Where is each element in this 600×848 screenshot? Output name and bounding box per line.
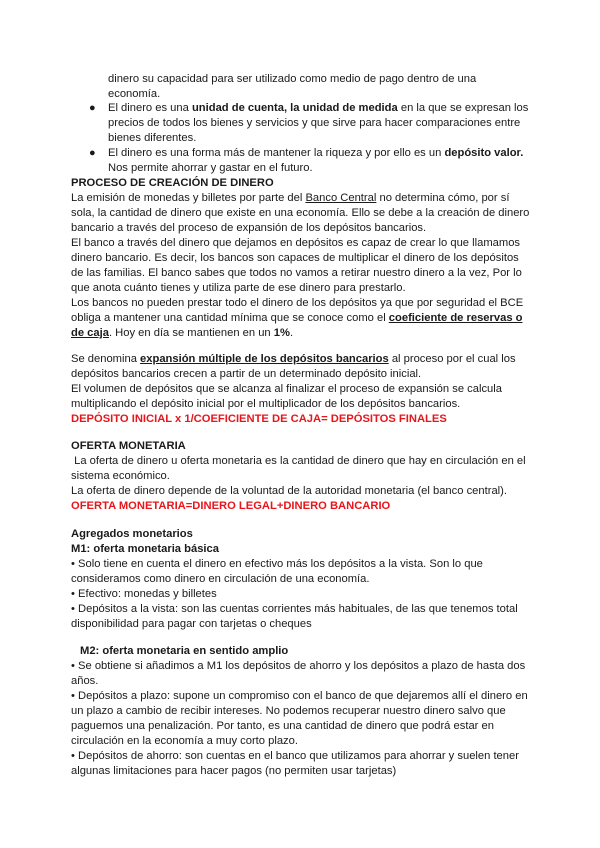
paragraph-line: un plazo a cambio de recibir intereses. No podemos recuperar nuestro dinero salvo que [71, 705, 506, 717]
paragraph-line: precios de todos los bienes y servicios y que sirve para hacer comparaciones entre [108, 117, 521, 129]
paragraph-line: Nos permite ahorrar y gastar en el futuro. [108, 162, 313, 174]
paragraph-line: dinero bancario. Es decir, los bancos son capaces de multiplicar el dinero de los depósitos [71, 252, 519, 264]
paragraph-line: Se denomina expansión múltiple de los depósitos bancarios al proceso por el cual los [71, 353, 516, 365]
paragraph-line: de caja. Hoy en día se mantienen en un 1%. [71, 327, 294, 339]
paragraph-line: sola, la cantidad de dinero que existe en una economía. Ello se debe a la creación de dinero [71, 207, 530, 219]
subheading-m2: M2: oferta monetaria en sentido amplio [80, 645, 289, 657]
list-item: • Depósitos de ahorro: son cuentas en el banco que utilizamos para ahorrar y suelen tener [71, 750, 519, 762]
paragraph-line: circulación en la economía a muy corto plazo. [71, 735, 298, 747]
list-item: • Efectivo: monedas y billetes [71, 588, 217, 600]
paragraph-line: obliga a mantener una cantidad mínima que se conoce como el coeficiente de reservas o [71, 312, 523, 324]
bullet-icon: ● [89, 102, 96, 114]
paragraph-line: multiplicando el depósito inicial por el multiplicador de los depósitos bancarios. [71, 398, 461, 410]
paragraph-line: La oferta de dinero u oferta monetaria es la cantidad de dinero que hay en circulación en el [71, 455, 526, 467]
paragraph-line: dinero su capacidad para ser utilizado como medio de pago dentro de una [108, 73, 477, 85]
bullet-icon: ● [89, 147, 96, 159]
paragraph-line: años. [71, 675, 99, 687]
formula-depositos: DEPÓSITO INICIAL x 1/COEFICIENTE DE CAJA= DEPÓSITOS FINALES [71, 413, 447, 425]
paragraph-line: depósitos bancarios crecen a partir de un determinado depósito inicial. [71, 368, 422, 380]
paragraph-line: El banco a través del dinero que dejamos en depósitos es capaz de crear lo que llamamos [71, 237, 521, 249]
list-item: • Se obtiene si añadimos a M1 los depósitos de ahorro y los depósitos a plazo de hasta dos [71, 660, 526, 672]
paragraph-line: Los bancos no pueden prestar todo el dinero de los depósitos ya que por seguridad el BCE [71, 297, 524, 309]
list-item: • Depósitos a la vista: son las cuentas corrientes más habituales, de las que tenemos total [71, 603, 518, 615]
paragraph-line: bancario a través del proceso de expansión de los depósitos bancarios. [71, 222, 427, 234]
bullet-item-unidad-cuenta: El dinero es una unidad de cuenta, la unidad de medida en la que se expresan los [108, 102, 529, 114]
formula-oferta: OFERTA MONETARIA=DINERO LEGAL+DINERO BANCARIO [71, 500, 391, 512]
paragraph-line: consideramos como dinero en circulación de una economía. [71, 573, 370, 585]
paragraph-line: economía. [108, 88, 161, 100]
paragraph-line: El volumen de depósitos que se alcanza al finalizar el proceso de expansión se calcula [71, 383, 502, 395]
paragraph-line: de las familias. El banco sabes que todos no vamos a retirar nuestro dinero a la vez, Por lo [71, 267, 522, 279]
section-heading-proceso: PROCESO DE CREACIÓN DE DINERO [71, 177, 274, 189]
paragraph-line: disponibilidad para pagar con tarjetas o cheques [71, 618, 312, 630]
paragraph-line: que anota cuánto tienes y utiliza parte de ese dinero para prestarlo. [71, 282, 406, 294]
list-item: • Solo tiene en cuenta el dinero en efectivo más los depósitos a la vista. Son lo que [71, 558, 483, 570]
paragraph-line: bienes diferentes. [108, 132, 197, 144]
section-heading-oferta: OFERTA MONETARIA [71, 440, 186, 452]
paragraph-line: algunas limitaciones para hacer pagos (no permiten usar tarjetas) [71, 765, 397, 777]
paragraph-line: La emisión de monedas y billetes por parte del Banco Central no determina cómo, por sí [71, 192, 510, 204]
section-heading-agregados: Agregados monetarios [71, 528, 193, 540]
banco-central-link[interactable]: Banco Central [305, 192, 377, 204]
paragraph-line: paguemos una penalización. Por tanto, es una cantidad de dinero que podrá estar en [71, 720, 494, 732]
list-item: • Depósitos a plazo: supone un compromiso con el banco de que dejaremos allí el dinero en [71, 690, 528, 702]
subheading-m1: M1: oferta monetaria básica [71, 543, 219, 555]
paragraph-line: La oferta de dinero depende de la voluntad de la autoridad monetaria (el banco central). [71, 485, 507, 497]
paragraph-line: sistema económico. [71, 470, 170, 482]
bullet-item-deposito-valor: El dinero es una forma más de mantener la riqueza y por ello es un depósito valor. [108, 147, 524, 159]
